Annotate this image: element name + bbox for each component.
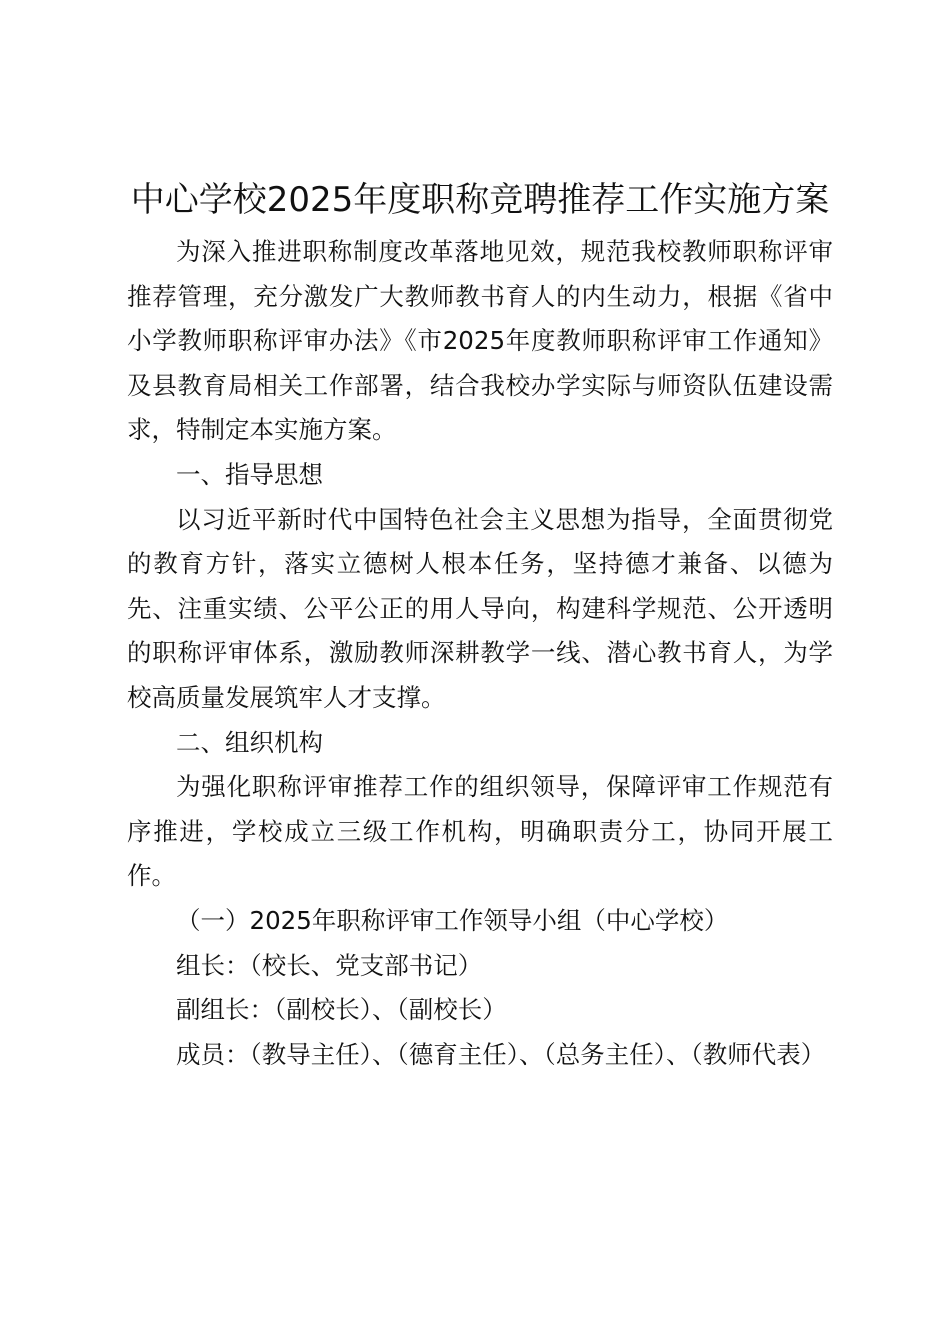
document-title: 中心学校2025年度职称竞聘推荐工作实施方案: [130, 180, 830, 220]
group-leader-line: 组长：（校长、党支部书记）: [176, 950, 483, 980]
section-heading-organization: 二、组织机构: [176, 727, 323, 757]
organization-paragraph: 为强化职称评审推荐工作的组织领导，保障评审工作规范有序推进，学校成立三级工作机构，明确职责分工，协同开展工作。: [127, 772, 833, 891]
intro-paragraph: 为深入推进职称制度改革落地见效，规范我校教师职称评审推荐管理，充分激发广大教师教书育人的内生动力，根据《省中小学教师职称评审办法》《市2025年度教师职称评审工作通知》及县教育局相关工作部署，结合我校办学实际与师资队伍建设需求，特制定本实施方案。: [127, 237, 833, 445]
group-deputy-line: 副组长：（副校长）、（副校长）: [176, 995, 507, 1025]
document-page: [127, 176, 833, 1077]
guiding-ideology-paragraph: 以习近平新时代中国特色社会主义思想为指导，全面贯彻党的教育方针，落实立德树人根本任务，坚持德才兼备、以德为先、注重实绩、公平公正的用人导向，构建科学规范、公开透明的职称评审体系，激励教师深耕教学一线、潜心教书育人，为学校高质量发展筑牢人才支撑。: [127, 504, 833, 712]
group-members-line: 成员：（教导主任）、（德育主任）、（总务主任）、（教师代表）: [176, 1039, 826, 1069]
section-heading-guiding-ideology: 一、指导思想: [176, 459, 323, 489]
subsection-heading-leading-group: （一）2025年职称评审工作领导小组（中心学校）: [176, 905, 729, 935]
